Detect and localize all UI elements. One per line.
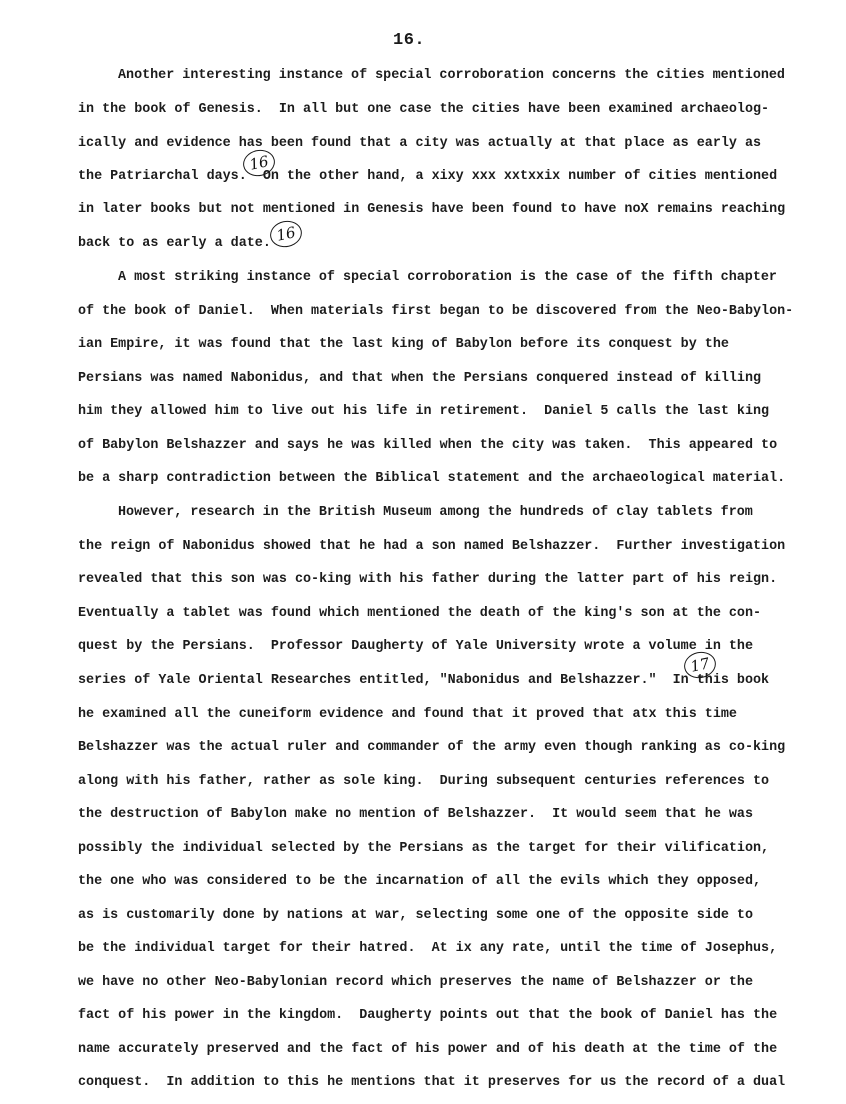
text-line: Eventually a tablet was found which mentioned the death of the king's son at the con- (78, 606, 762, 621)
text-line: Another interesting instance of special corroboration concerns the cities mentioned (118, 68, 785, 83)
text-line: in later books but not mentioned in Genesis have been found to have noX remains reaching (78, 202, 786, 217)
text-line: back to as early a date. (78, 236, 271, 251)
text-line: we have no other Neo-Babylonian record which preserves the name of Belshazzer or the (78, 975, 753, 990)
text-line: be the individual target for their hatred. At ix any rate, until the time of Josephus, (78, 941, 778, 956)
text-line: of the book of Daniel. When materials first began to be discovered from the Neo-Babylon- (78, 304, 794, 319)
text-line: the reign of Nabonidus showed that he had a son named Belshazzer. Further investigation (78, 539, 786, 554)
text-line: along with his father, rather as sole king. During subsequent centuries references to (78, 774, 770, 789)
text-line: However, research in the British Museum among the hundreds of clay tablets from (118, 505, 753, 520)
text-line: as is customarily done by nations at war, selecting some one of the opposite side to (78, 908, 753, 923)
text-line: revealed that this son was co-king with his father during the latter part of his reign. (78, 572, 778, 587)
text-line: Belshazzer was the actual ruler and commander of the army even though ranking as co-king (78, 740, 786, 755)
page-number: 16. (393, 31, 426, 50)
footnote-annotation: 17 (682, 649, 719, 681)
text-line: the Patriarchal days. On the other hand, a xixy xxx xxtxxix number of cities mentioned (78, 169, 778, 184)
text-line: fact of his power in the kingdom. Daugherty points out that the book of Daniel has the (78, 1008, 778, 1023)
text-line: possibly the individual selected by the Persians as the target for their vilification, (78, 841, 770, 856)
text-line: conquest. In addition to this he mentions that it preserves for us the record of a dual (78, 1075, 786, 1090)
text-line: he examined all the cuneiform evidence and found that it proved that atx this time (78, 707, 737, 722)
text-line: ically and evidence has been found that a city was actually at that place as early as (78, 136, 762, 151)
text-line: of Babylon Belshazzer and says he was killed when the city was taken. This appeared to (78, 438, 778, 453)
text-line: name accurately preserved and the fact of his power and of his death at the time of the (78, 1042, 778, 1057)
text-line: him they allowed him to live out his life in retirement. Daniel 5 calls the last king (78, 404, 770, 419)
text-line: series of Yale Oriental Researches entitled, "Nabonidus and Belshazzer." In this book (78, 673, 770, 688)
text-line: Persians was named Nabonidus, and that when the Persians conquered instead of killing (78, 371, 762, 386)
text-line: A most striking instance of special corroboration is the case of the fifth chapter (118, 270, 777, 285)
text-line: quest by the Persians. Professor Daugherty of Yale University wrote a volume in the (78, 639, 753, 654)
text-line: the destruction of Babylon make no mention of Belshazzer. It would seem that he was (78, 807, 753, 822)
text-line: ian Empire, it was found that the last king of Babylon before its conquest by the (78, 337, 729, 352)
footnote-annotation: 16 (241, 147, 278, 179)
text-line: be a sharp contradiction between the Biblical statement and the archaeological material. (78, 471, 786, 486)
text-line: the one who was considered to be the incarnation of all the evils which they opposed, (78, 874, 762, 889)
footnote-annotation: 16 (268, 218, 305, 250)
text-line: in the book of Genesis. In all but one case the cities have been examined archaeolog- (78, 102, 770, 117)
